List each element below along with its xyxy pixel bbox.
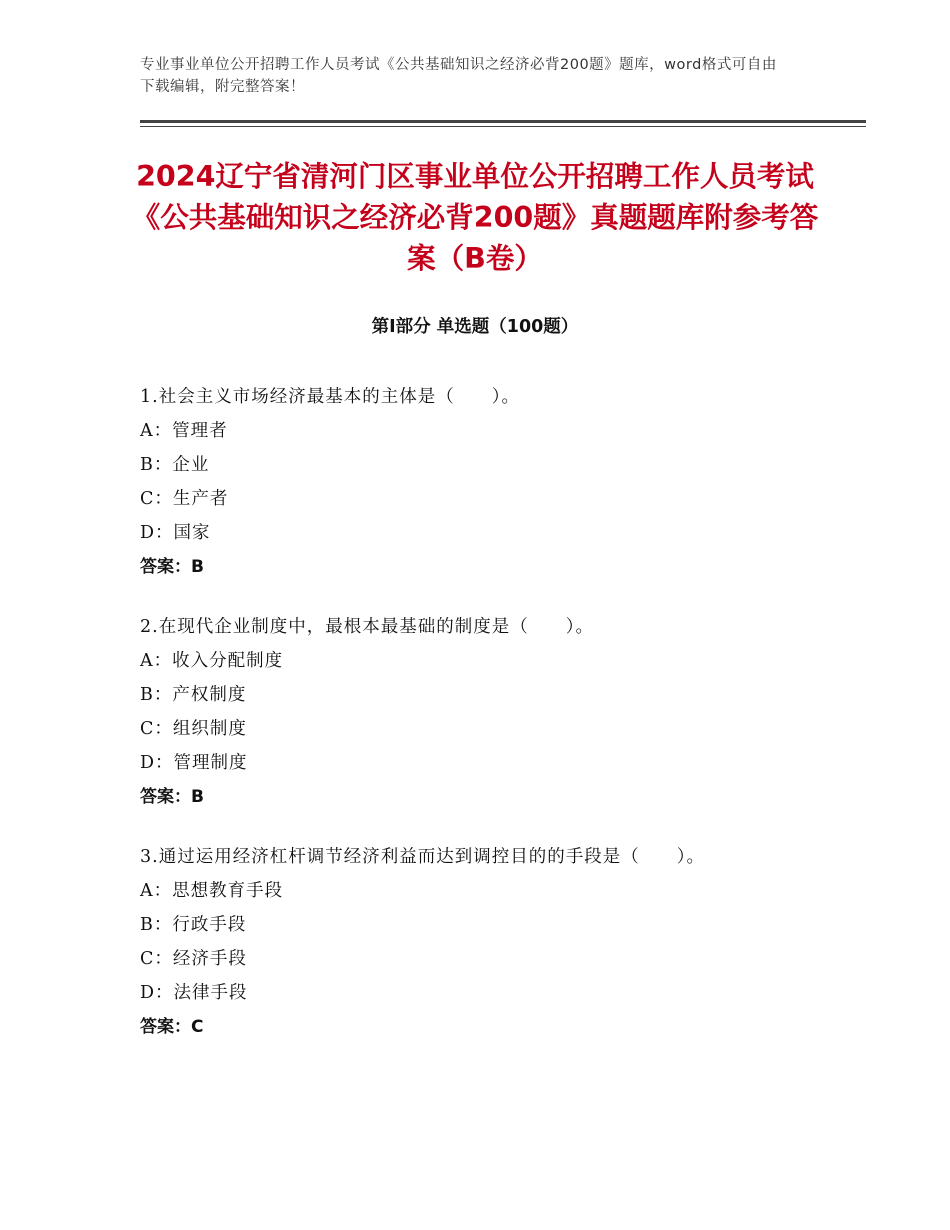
header-divider-thin [140, 126, 866, 127]
header-note: 专业事业单位公开招聘工作人员考试《公共基础知识之经济必背200题》题库，word格式可自由下载编辑，附完整答案！ [140, 57, 777, 95]
section-heading: 第Ⅰ部分 单选题（100题） [371, 317, 579, 337]
question-3 [140, 840, 820, 1044]
option-b: B：产权制度 [140, 685, 247, 705]
option-d: D：国家 [140, 523, 211, 543]
option-b: B：行政手段 [140, 915, 247, 935]
question-1 [140, 380, 820, 584]
answer: 答案：B [140, 557, 204, 577]
option-d: D：法律手段 [140, 983, 248, 1003]
option-b: B：企业 [140, 455, 210, 475]
option-a: A：管理者 [140, 421, 228, 441]
option-c: C：组织制度 [140, 719, 247, 739]
question-stem: 3.通过运用经济杠杆调节经济利益而达到调控目的的手段是（ ）。 [140, 847, 705, 867]
answer: 答案：B [140, 787, 204, 807]
document-title: 2024辽宁省清河门区事业单位公开招聘工作人员考试《公共基础知识之经济必背200题》真题题库附参考答案（B卷） [131, 160, 819, 275]
question-stem: 1.社会主义市场经济最基本的主体是（ ）。 [140, 387, 520, 407]
option-c: C：经济手段 [140, 949, 247, 969]
question-2 [140, 610, 820, 814]
option-c: C：生产者 [140, 489, 229, 509]
option-a: A：收入分配制度 [140, 651, 284, 671]
question-stem: 2.在现代企业制度中，最根本最基础的制度是（ ）。 [140, 617, 594, 637]
answer: 答案：C [140, 1017, 204, 1037]
question-list [140, 380, 820, 1070]
option-d: D：管理制度 [140, 753, 248, 773]
option-a: A：思想教育手段 [140, 881, 284, 901]
header-divider-thick [140, 120, 866, 123]
